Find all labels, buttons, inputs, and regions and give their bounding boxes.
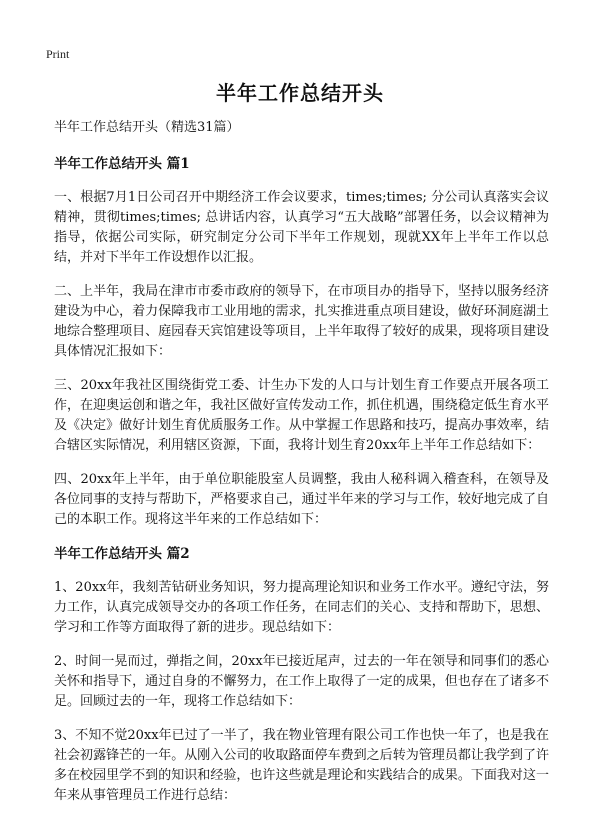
page-title: 半年工作总结开头 <box>216 81 384 105</box>
article-body <box>54 118 549 820</box>
section-1-paragraph-1: 一、根据7月1日公司召开中期经济工作会议要求，times;times; 分公司认真落实会议精神，贯彻times;times; 总讲话内容，认真学习“五大战略”部署任务，以会议精神为指导，依据公司实际，研究制定分公司下半年工作规划，现就XX年上半年工作以总结，并对下半年工作设想作以汇报。 <box>54 190 549 265</box>
section-2-paragraph-1: 1、20xx年，我刻苦钻研业务知识，努力提高理论知识和业务工作水平。遵纪守法，努力工作，认真完成领导交办的各项工作任务，在同志们的关心、支持和帮助下，思想、学习和工作等方面取得了新的进步。现总结如下： <box>54 580 549 635</box>
section-1-paragraph-3: 三、20xx年我社区围绕街党工委、计生办下发的人口与计划生育工作要点开展各项工作，在迎奥运创和谐之年，我社区做好宣传发动工作，抓住机遇，围绕稳定低生育水平及《决定》做好计划生育优质服务工作。从中掌握工作思路和技巧，提高办事效率，结合辖区实际情况，利用辖区资源，下面，我将计划生育20xx年上半年工作总结如下： <box>54 378 549 453</box>
section-heading-2: 半年工作总结开头 篇2 <box>54 546 190 562</box>
print-link[interactable]: Print <box>46 47 70 61</box>
section-2-paragraph-2: 2、时间一晃而过，弹指之间，20xx年已接近尾声，过去的一年在领导和同事们的悉心关怀和指导下，通过自身的不懈努力，在工作上取得了一定的成果，但也存在了诸多不足。回顾过去的一年，现将工作总结如下： <box>54 654 549 709</box>
section-2-paragraph-3: 3、不知不觉20xx年已过了一半了，我在物业管理有限公司工作也快一年了，也是我在社会初露锋芒的一年。从刚入公司的收取路面停车费到之后转为管理员都让我学到了许多在校园里学不到的知识和经验，也许这些就是理论和实践结合的成果。下面我对这一年来从事管理员工作进行总结： <box>54 728 549 803</box>
article-subtitle: 半年工作总结开头（精选31篇） <box>54 120 240 135</box>
section-heading-1: 半年工作总结开头 篇1 <box>54 156 190 172</box>
section-1-paragraph-4: 四、20xx年上半年，由于单位职能股室人员调整，我由人秘科调入稽查科，在领导及各位同事的支持与帮助下，严格要求自己，通过半年来的学习与工作，较好地完成了自己的本职工作。现将这半年来的工作总结如下： <box>54 472 549 527</box>
section-1-paragraph-2: 二、上半年，我局在津市市委市政府的领导下，在市项目办的指导下，坚持以服务经济建设为中心，着力保障我市工业用地的需求，扎实推进重点项目建设，做好环洞庭湖土地综合整理项目、庭园春天宾馆建设等项目，上半年取得了较好的成果，现将项目建设具体情况汇报如下： <box>54 284 549 359</box>
